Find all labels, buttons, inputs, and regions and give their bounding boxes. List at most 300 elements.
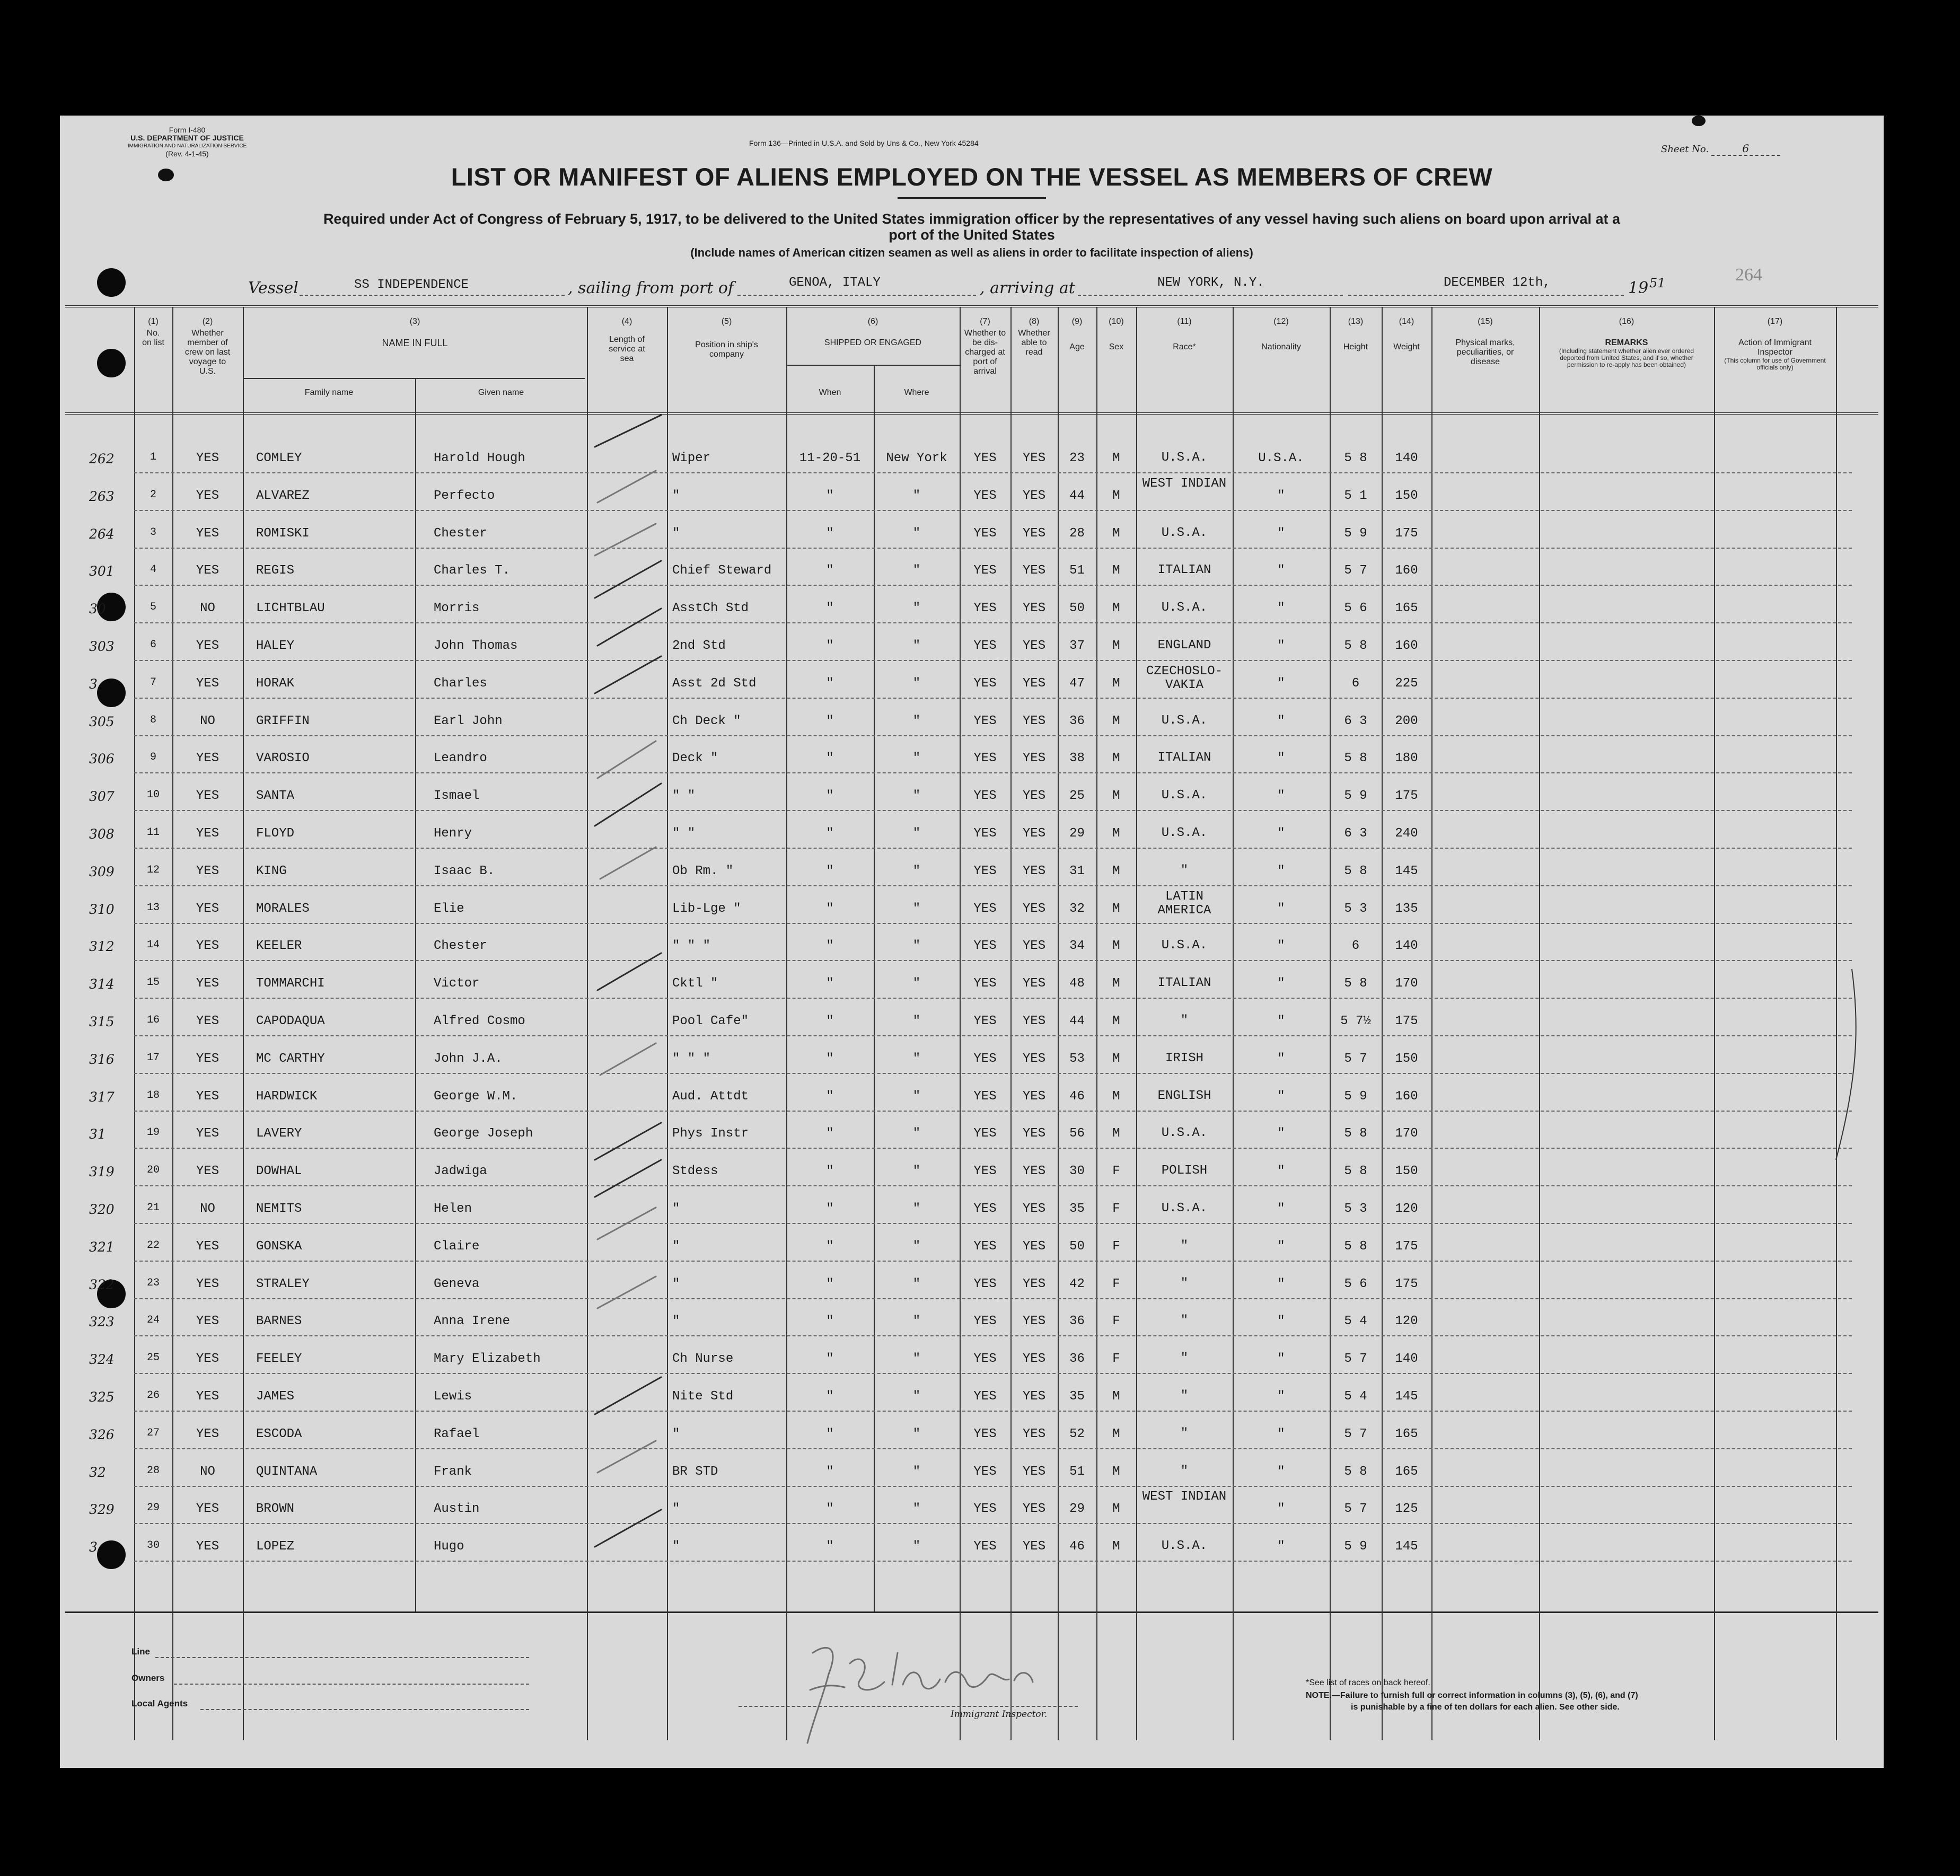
nationality: " — [1277, 714, 1285, 728]
shipped-when: " — [826, 1202, 834, 1216]
position: Ch Nurse — [672, 1352, 734, 1366]
age: 35 — [1069, 1202, 1085, 1216]
col-number: (6) — [867, 317, 878, 326]
last-voyage: YES — [196, 1239, 219, 1254]
weight: 150 — [1395, 1052, 1418, 1066]
position: Asst 2d Std — [672, 676, 757, 691]
height: 5 7 — [1344, 1052, 1367, 1066]
list-number: 30 — [146, 1539, 160, 1552]
family-name: ALVAREZ — [256, 489, 310, 503]
list-number: 20 — [146, 1164, 160, 1176]
shipped-where: " — [912, 902, 921, 916]
printer-line: Form 136—Printed in U.S.A. and Sold by Uns & Co., New York 45284 — [749, 139, 979, 147]
weight: 120 — [1395, 1202, 1418, 1216]
family-name: GONSKA — [256, 1239, 302, 1254]
family-name: LAVERY — [256, 1126, 302, 1141]
shipped-where: " — [912, 1089, 921, 1104]
given-name: Jadwiga — [434, 1164, 487, 1178]
given-name: Rafael — [434, 1427, 480, 1441]
arrival-date: DECEMBER 12th, — [1444, 276, 1551, 290]
race: " — [1180, 1464, 1189, 1478]
age: 53 — [1069, 1052, 1085, 1066]
given-name: Chester — [434, 939, 487, 953]
sex: M — [1112, 789, 1120, 803]
sex: M — [1112, 1014, 1120, 1028]
discharged: YES — [973, 1277, 997, 1291]
nationality: " — [1277, 976, 1285, 991]
position: Aud. Attdt — [672, 1089, 749, 1104]
race: ITALIAN — [1157, 751, 1211, 765]
shipped-when: " — [826, 676, 834, 691]
shipped-when: " — [826, 601, 834, 615]
discharged: YES — [973, 1502, 997, 1516]
sex: M — [1112, 676, 1120, 691]
weight: 160 — [1395, 563, 1418, 578]
given-name: Mary Elizabeth — [434, 1352, 541, 1366]
last-voyage: YES — [196, 526, 219, 541]
weight: 170 — [1395, 1126, 1418, 1141]
age: 25 — [1069, 789, 1085, 803]
discharged: YES — [973, 714, 997, 728]
race: ITALIAN — [1157, 976, 1211, 990]
shipped-when: " — [826, 976, 834, 991]
col-divider — [243, 307, 244, 1740]
nationality: " — [1277, 1164, 1285, 1178]
stamp-number: 264 — [1735, 265, 1762, 285]
weight: 175 — [1395, 1277, 1418, 1291]
row-rule — [134, 1298, 1852, 1299]
row-rule — [134, 698, 1852, 699]
nationality: " — [1277, 489, 1285, 503]
sex: M — [1112, 1539, 1120, 1554]
position: Ob Rm. " — [672, 864, 734, 878]
nationality: " — [1277, 939, 1285, 953]
nationality: " — [1277, 1314, 1285, 1328]
col-label: Whether member of crew on last voyage to U.S. — [184, 329, 231, 376]
height: 5 4 — [1344, 1389, 1367, 1404]
last-voyage: YES — [196, 1427, 219, 1441]
list-number: 3 — [150, 526, 156, 539]
col-divider — [415, 378, 416, 1611]
last-voyage: YES — [196, 1539, 219, 1554]
sex: M — [1112, 1427, 1120, 1441]
margin-number: 30 — [89, 601, 106, 616]
row-rule — [134, 1561, 1852, 1562]
weight: 135 — [1395, 902, 1418, 916]
arriving-label: , arriving at — [980, 279, 1075, 297]
nationality: " — [1277, 1465, 1285, 1479]
row-rule — [134, 1373, 1852, 1374]
position: " — [672, 526, 680, 541]
height: 5 8 — [1344, 1164, 1367, 1178]
age: 50 — [1069, 1239, 1085, 1254]
sailing-label: , sailing from port of — [568, 279, 734, 297]
family-name: JAMES — [256, 1389, 295, 1404]
col-note: (This column for use of Government officials only) — [1724, 357, 1826, 371]
shipped-where: " — [912, 1427, 921, 1441]
row-rule — [134, 1448, 1852, 1449]
height: 5 1 — [1344, 489, 1367, 503]
sex: M — [1112, 1089, 1120, 1104]
shipped-where: " — [912, 1502, 921, 1516]
height: 5 6 — [1344, 601, 1367, 615]
given-name: Charles T. — [434, 563, 511, 578]
able-to-read: YES — [1022, 489, 1046, 503]
manifest-sheet — [60, 116, 1884, 1768]
row-rule — [134, 960, 1852, 961]
weight: 160 — [1395, 639, 1418, 653]
race: " — [1180, 1014, 1189, 1028]
col-header-2 — [172, 317, 243, 376]
able-to-read: YES — [1022, 1352, 1046, 1366]
year-value: 51 — [1649, 276, 1666, 290]
margin-number: 306 — [89, 751, 115, 767]
list-number: 17 — [146, 1052, 160, 1064]
given-name: Elie — [434, 902, 464, 916]
shipped-when: " — [826, 1126, 834, 1141]
row-rule — [134, 1073, 1852, 1074]
discharged: YES — [973, 639, 997, 653]
given-name: Earl John — [434, 714, 503, 728]
last-voyage: YES — [196, 1352, 219, 1366]
margin-number: 305 — [89, 714, 115, 729]
col-number: (5) — [721, 317, 732, 326]
family-name: LOPEZ — [256, 1539, 295, 1554]
race: POLISH — [1161, 1164, 1208, 1178]
col-divider — [1539, 307, 1540, 1740]
able-to-read: YES — [1022, 1014, 1046, 1028]
shipped-where: " — [912, 1389, 921, 1404]
list-number: 10 — [146, 789, 160, 801]
list-number: 12 — [146, 864, 160, 876]
list-number: 13 — [146, 902, 160, 914]
list-number: 5 — [150, 601, 156, 613]
family-name: BARNES — [256, 1314, 302, 1328]
weight: 120 — [1395, 1314, 1418, 1328]
sex: M — [1112, 489, 1120, 503]
weight: 140 — [1395, 939, 1418, 953]
margin-number: 320 — [89, 1202, 115, 1217]
family-name: ESCODA — [256, 1427, 302, 1441]
penalty-note-2: is punishable by a fine of ten dollars for each alien. See other side. — [1351, 1703, 1620, 1712]
row-rule — [134, 998, 1852, 999]
shipped-when: " — [826, 1427, 834, 1441]
age: 42 — [1069, 1277, 1085, 1291]
discharged: YES — [973, 976, 997, 991]
nationality: " — [1277, 1427, 1285, 1441]
col-label: Height — [1343, 342, 1368, 351]
shipped-where: New York — [886, 451, 947, 465]
shipped-where: " — [912, 1277, 921, 1291]
last-voyage: NO — [200, 601, 215, 615]
family-name: MC CARTHY — [256, 1052, 325, 1066]
col-header-10 — [1096, 317, 1136, 352]
shipped-where: " — [912, 601, 921, 615]
row-rule — [134, 1523, 1852, 1524]
col-number: (17) — [1767, 317, 1783, 326]
sex: M — [1112, 1465, 1120, 1479]
sheet-label: Sheet No. — [1661, 144, 1709, 155]
margin-number: 3 — [89, 1539, 98, 1555]
row-rule — [134, 1411, 1852, 1412]
list-number: 26 — [146, 1389, 160, 1402]
row-rule — [134, 1148, 1852, 1149]
family-name: NEMITS — [256, 1202, 302, 1216]
col-number: (11) — [1177, 317, 1192, 326]
sex: F — [1112, 1239, 1120, 1254]
height: 6 3 — [1344, 826, 1367, 841]
table-bottom-border — [65, 1611, 1878, 1613]
height: 5 8 — [1344, 639, 1367, 653]
margin-number: 308 — [89, 826, 115, 842]
weight: 150 — [1395, 489, 1418, 503]
last-voyage: YES — [196, 1314, 219, 1328]
given-name: Lewis — [434, 1389, 472, 1404]
age: 28 — [1069, 526, 1085, 541]
discharged: YES — [973, 1352, 997, 1366]
col-label: Length of service at sea — [609, 335, 645, 363]
discharged: YES — [973, 826, 997, 841]
sex: M — [1112, 1389, 1120, 1404]
shipped-where: " — [912, 1126, 921, 1141]
sex: M — [1112, 826, 1120, 841]
position: Phys Instr — [672, 1126, 749, 1141]
discharged: YES — [973, 489, 997, 503]
list-number: 1 — [150, 451, 156, 463]
position: " — [672, 1202, 680, 1216]
nationality: " — [1277, 639, 1285, 653]
sex: M — [1112, 714, 1120, 728]
col-label: Whether to be dis-charged at port of arrival — [964, 329, 1006, 376]
discharged: YES — [973, 676, 997, 691]
race: " — [1180, 864, 1189, 878]
discharged: YES — [973, 789, 997, 803]
nationality: " — [1277, 1239, 1285, 1254]
list-number: 22 — [146, 1239, 160, 1252]
sex: M — [1112, 864, 1120, 878]
col-header-14 — [1382, 317, 1431, 352]
race: " — [1180, 1389, 1189, 1403]
list-number: 9 — [150, 751, 156, 763]
able-to-read: YES — [1022, 639, 1046, 653]
shipped-when: " — [826, 826, 834, 841]
inspector-rule — [739, 1706, 1078, 1707]
height: 5 7 — [1344, 1427, 1367, 1441]
weight: 165 — [1395, 601, 1418, 615]
shipped-where: " — [912, 789, 921, 803]
list-number: 4 — [150, 563, 156, 576]
shipped-when: " — [826, 1014, 834, 1028]
col-label: Race* — [1173, 342, 1196, 351]
race: U.S.A. — [1161, 788, 1208, 803]
vessel-name: SS INDEPENDENCE — [354, 278, 469, 292]
race: ENGLAND — [1157, 638, 1211, 653]
able-to-read: YES — [1022, 864, 1046, 878]
race: " — [1180, 1276, 1189, 1291]
race: U.S.A. — [1161, 451, 1208, 465]
height: 5 9 — [1344, 1089, 1367, 1104]
able-to-read: YES — [1022, 976, 1046, 991]
col-number: (8) — [1029, 317, 1040, 326]
weight: 160 — [1395, 1089, 1418, 1104]
race: CZECHOSLO-VAKIA — [1146, 664, 1223, 692]
given-name: Leandro — [434, 751, 487, 765]
col-header-5 — [667, 317, 786, 359]
margin-number: 262 — [89, 451, 115, 466]
discharged: YES — [973, 1014, 997, 1028]
margin-number: 326 — [89, 1427, 115, 1442]
sex: F — [1112, 1314, 1120, 1328]
col-divider — [667, 307, 668, 1740]
col-subheader-when: When — [819, 388, 841, 397]
weight: 145 — [1395, 1539, 1418, 1554]
able-to-read: YES — [1022, 1314, 1046, 1328]
given-name: Alfred Cosmo — [434, 1014, 525, 1028]
nationality: " — [1277, 1277, 1285, 1291]
margin-number: 312 — [89, 939, 115, 954]
race: U.S.A. — [1161, 601, 1208, 615]
position: " — [672, 1539, 680, 1554]
nationality: " — [1277, 1389, 1285, 1404]
last-voyage: NO — [200, 1202, 215, 1216]
margin-number: 315 — [89, 1014, 115, 1029]
age: 34 — [1069, 939, 1085, 953]
footer-agents-rule — [200, 1709, 529, 1710]
weight: 125 — [1395, 1502, 1418, 1516]
col-header-12 — [1233, 317, 1330, 352]
nationality: " — [1277, 1502, 1285, 1516]
shipped-when: " — [826, 714, 834, 728]
age: 46 — [1069, 1089, 1085, 1104]
list-number: 28 — [146, 1465, 160, 1477]
footer-agents-label: Local Agents — [131, 1698, 188, 1708]
race: " — [1180, 1426, 1189, 1441]
list-number: 25 — [146, 1352, 160, 1364]
list-number: 8 — [150, 714, 156, 726]
age: 36 — [1069, 1314, 1085, 1328]
margin-number: 309 — [89, 864, 115, 879]
weight: 200 — [1395, 714, 1418, 728]
col-label: Sex — [1109, 342, 1124, 351]
position: " " — [672, 826, 696, 841]
sex: F — [1112, 1277, 1120, 1291]
col-header-17 — [1714, 317, 1836, 371]
shipped-when: " — [826, 1502, 834, 1516]
margin-number: 303 — [89, 639, 115, 654]
nationality: " — [1277, 676, 1285, 691]
shipped-when: 11-20-51 — [799, 451, 861, 465]
col-subheader-given: Given name — [478, 388, 524, 397]
list-number: 16 — [146, 1014, 160, 1026]
given-name: Chester — [434, 526, 487, 541]
age: 51 — [1069, 563, 1085, 578]
position: BR STD — [672, 1465, 718, 1479]
col-label: NAME IN FULL — [382, 338, 448, 348]
nationality: " — [1277, 1539, 1285, 1554]
family-name: QUINTANA — [256, 1465, 318, 1479]
punch-hole — [97, 679, 126, 707]
discharged: YES — [973, 563, 997, 578]
col-label: Physical marks, peculiarities, or disease — [1455, 338, 1515, 366]
nationality: " — [1277, 1352, 1285, 1366]
nationality: " — [1277, 789, 1285, 803]
form-revision: (Rev. 4-1-45) — [165, 149, 209, 158]
sheet-number-line — [1711, 142, 1780, 156]
list-number: 29 — [146, 1502, 160, 1514]
shipped-when: " — [826, 639, 834, 653]
shipped-when: " — [826, 1314, 834, 1328]
height: 5 3 — [1344, 1202, 1367, 1216]
discharged: YES — [973, 1202, 997, 1216]
row-rule — [134, 1261, 1852, 1262]
given-name: George Joseph — [434, 1126, 533, 1141]
row-rule — [134, 1486, 1852, 1487]
shipped-when: " — [826, 1352, 834, 1366]
given-name: Geneva — [434, 1277, 480, 1291]
given-name: Harold Hough — [434, 451, 525, 465]
age: 47 — [1069, 676, 1085, 691]
nationality: " — [1277, 1126, 1285, 1141]
department-name: U.S. DEPARTMENT OF JUSTICE — [130, 134, 244, 142]
col-header-16 — [1539, 317, 1714, 368]
list-number: 21 — [146, 1202, 160, 1214]
col-header-7 — [960, 317, 1010, 376]
col-header-15 — [1431, 317, 1539, 367]
year-prefix: 19 — [1628, 279, 1649, 297]
able-to-read: YES — [1022, 1539, 1046, 1554]
last-voyage: YES — [196, 1502, 219, 1516]
col-label: No. on list — [142, 329, 164, 347]
row-rule — [134, 472, 1852, 473]
shipped-when: " — [826, 1052, 834, 1066]
shipped-when: " — [826, 526, 834, 541]
weight: 240 — [1395, 826, 1418, 841]
col-header-13 — [1330, 317, 1382, 352]
port-line — [737, 295, 976, 296]
margin-number: 325 — [89, 1389, 115, 1405]
position: Chief Steward — [672, 563, 772, 578]
able-to-read: YES — [1022, 1277, 1046, 1291]
sex: F — [1112, 1164, 1120, 1178]
list-number: 27 — [146, 1427, 160, 1439]
sex: M — [1112, 563, 1120, 578]
row-rule — [134, 1185, 1852, 1186]
family-name: GRIFFIN — [256, 714, 310, 728]
shipped-when: " — [826, 1465, 834, 1479]
nationality: " — [1277, 902, 1285, 916]
nationality: " — [1277, 1014, 1285, 1028]
age: 23 — [1069, 451, 1085, 465]
able-to-read: YES — [1022, 1052, 1046, 1066]
given-name: Hugo — [434, 1539, 464, 1554]
weight: 170 — [1395, 976, 1418, 991]
age: 36 — [1069, 1352, 1085, 1366]
col-subheader-family: Family name — [304, 388, 354, 397]
race: WEST INDIAN — [1142, 1490, 1227, 1504]
col-subheader-where: Where — [904, 388, 929, 397]
col-number: (12) — [1273, 317, 1289, 326]
footer-owners-label: Owners — [131, 1673, 165, 1683]
margin-number: 310 — [89, 902, 115, 917]
margin-number: 316 — [89, 1052, 115, 1067]
able-to-read: YES — [1022, 563, 1046, 578]
shipped-where: " — [912, 751, 921, 765]
age: 44 — [1069, 489, 1085, 503]
header-bottom-border — [65, 412, 1878, 415]
height: 5 7 — [1344, 563, 1367, 578]
last-voyage: YES — [196, 826, 219, 841]
given-name: Charles — [434, 676, 487, 691]
